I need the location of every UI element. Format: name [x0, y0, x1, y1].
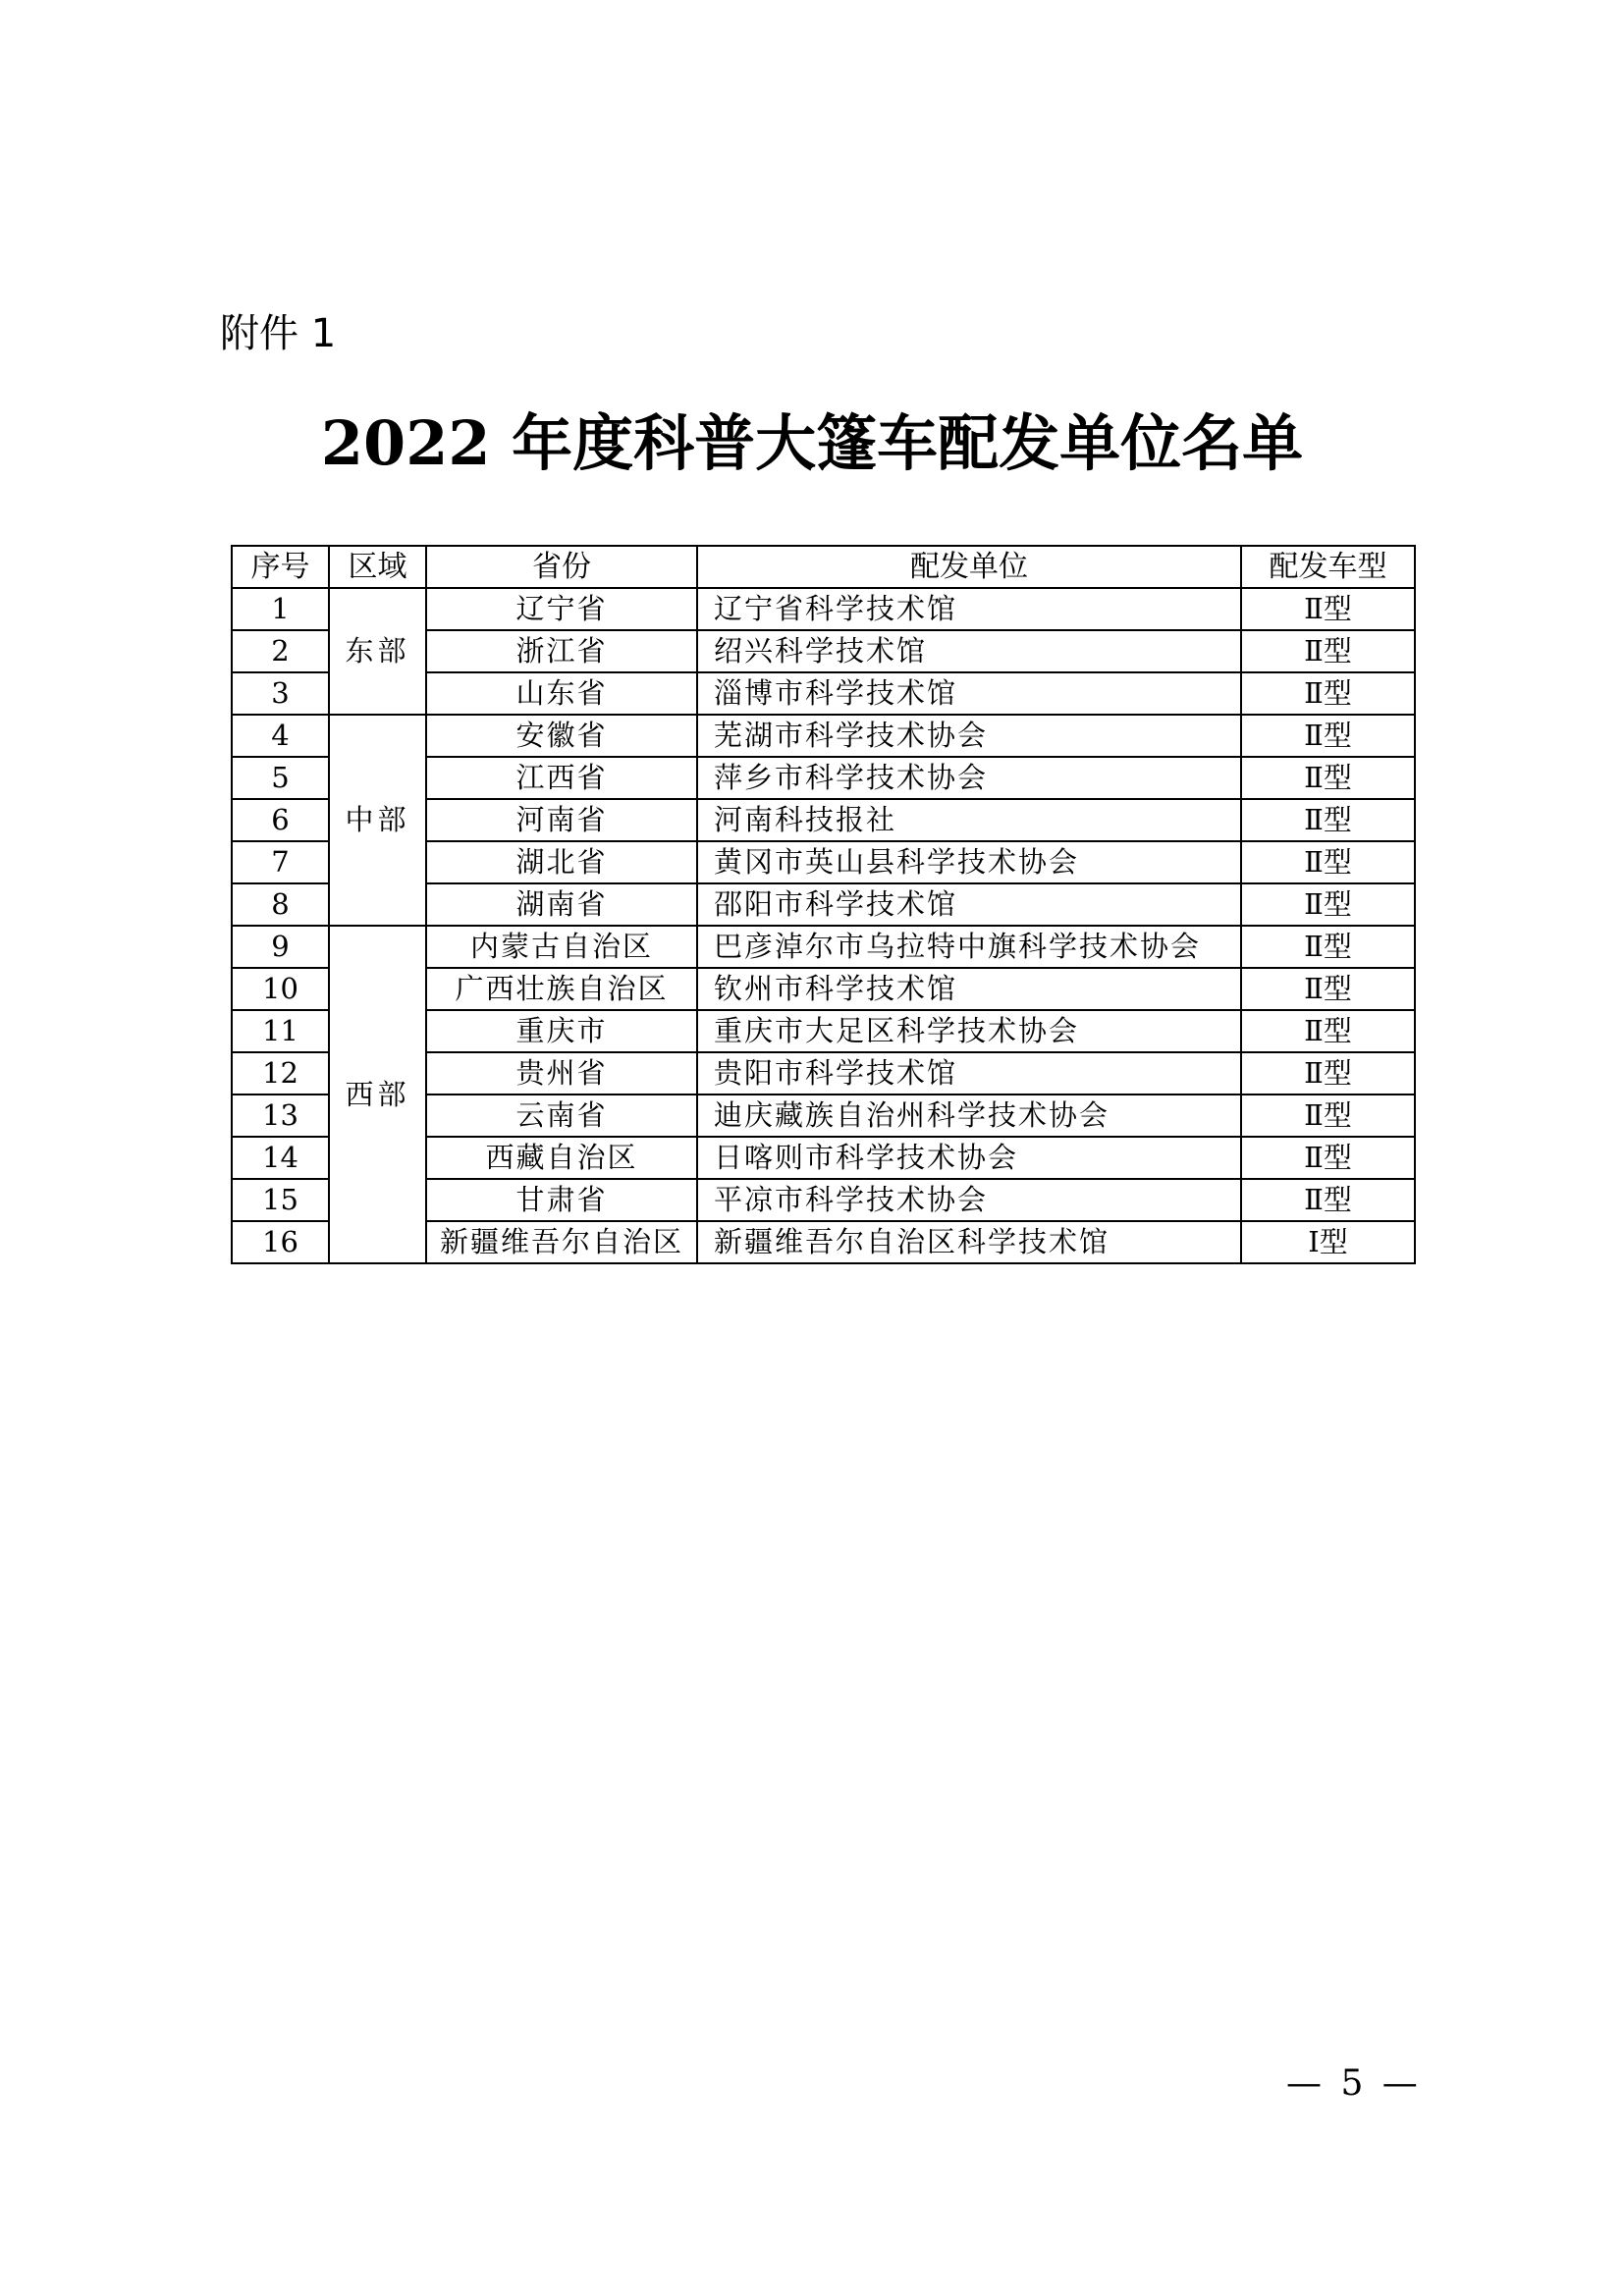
cell-unit: 黄冈市英山县科学技术协会: [697, 841, 1241, 883]
cell-seq: 16: [232, 1221, 329, 1263]
cell-region: 西部: [329, 926, 426, 1263]
cell-province: 重庆市: [426, 1010, 697, 1052]
cell-unit: 淄博市科学技术馆: [697, 672, 1241, 715]
cell-unit: 芜湖市科学技术协会: [697, 715, 1241, 757]
cell-seq: 8: [232, 883, 329, 926]
cell-unit: 平凉市科学技术协会: [697, 1179, 1241, 1221]
cell-seq: 3: [232, 672, 329, 715]
cell-vehicle-type: Ⅱ型: [1241, 926, 1415, 968]
cell-vehicle-type: Ⅱ型: [1241, 799, 1415, 841]
header-seq: 序号: [232, 546, 329, 588]
cell-vehicle-type: Ⅱ型: [1241, 883, 1415, 926]
cell-vehicle-type: Ⅱ型: [1241, 715, 1415, 757]
cell-unit: 邵阳市科学技术馆: [697, 883, 1241, 926]
cell-province: 湖南省: [426, 883, 697, 926]
cell-seq: 9: [232, 926, 329, 968]
cell-vehicle-type: Ⅱ型: [1241, 757, 1415, 799]
cell-province: 甘肃省: [426, 1179, 697, 1221]
cell-unit: 迪庆藏族自治州科学技术协会: [697, 1095, 1241, 1137]
cell-region: 中部: [329, 715, 426, 926]
cell-province: 新疆维吾尔自治区: [426, 1221, 697, 1263]
cell-vehicle-type: Ⅱ型: [1241, 672, 1415, 715]
cell-seq: 13: [232, 1095, 329, 1137]
document-title: 2022 年度科普大篷车配发单位名单: [320, 407, 1304, 479]
cell-province: 广西壮族自治区: [426, 968, 697, 1010]
cell-vehicle-type: Ⅱ型: [1241, 841, 1415, 883]
table-row: [232, 715, 1415, 757]
cell-province: 河南省: [426, 799, 697, 841]
table-header: [232, 546, 1415, 588]
cell-province: 浙江省: [426, 630, 697, 672]
cell-seq: 11: [232, 1010, 329, 1052]
cell-province: 西藏自治区: [426, 1137, 697, 1179]
cell-unit: 贵阳市科学技术馆: [697, 1052, 1241, 1095]
attachment-label: 附件 1: [220, 311, 337, 356]
cell-unit: 萍乡市科学技术协会: [697, 757, 1241, 799]
cell-seq: 6: [232, 799, 329, 841]
cell-province: 云南省: [426, 1095, 697, 1137]
cell-vehicle-type: Ⅰ型: [1241, 1221, 1415, 1263]
allocation-table: [231, 545, 1416, 1264]
header-region: 区域: [329, 546, 426, 588]
cell-province: 山东省: [426, 672, 697, 715]
page-number: — 5 —: [1286, 2063, 1422, 2104]
table-body: [232, 588, 1415, 1263]
cell-vehicle-type: Ⅱ型: [1241, 1052, 1415, 1095]
cell-province: 江西省: [426, 757, 697, 799]
cell-vehicle-type: Ⅱ型: [1241, 630, 1415, 672]
cell-seq: 10: [232, 968, 329, 1010]
cell-province: 内蒙古自治区: [426, 926, 697, 968]
cell-seq: 5: [232, 757, 329, 799]
cell-seq: 15: [232, 1179, 329, 1221]
cell-vehicle-type: Ⅱ型: [1241, 1010, 1415, 1052]
cell-province: 湖北省: [426, 841, 697, 883]
cell-unit: 重庆市大足区科学技术协会: [697, 1010, 1241, 1052]
cell-seq: 4: [232, 715, 329, 757]
cell-unit: 河南科技报社: [697, 799, 1241, 841]
table-row: [232, 588, 1415, 630]
cell-unit: 钦州市科学技术馆: [697, 968, 1241, 1010]
cell-unit: 巴彦淖尔市乌拉特中旗科学技术协会: [697, 926, 1241, 968]
cell-seq: 12: [232, 1052, 329, 1095]
table-row: [232, 926, 1415, 968]
cell-province: 辽宁省: [426, 588, 697, 630]
cell-vehicle-type: Ⅱ型: [1241, 1179, 1415, 1221]
cell-seq: 14: [232, 1137, 329, 1179]
cell-province: 贵州省: [426, 1052, 697, 1095]
cell-unit: 日喀则市科学技术协会: [697, 1137, 1241, 1179]
cell-province: 安徽省: [426, 715, 697, 757]
header-unit: 配发单位: [697, 546, 1241, 588]
cell-seq: 2: [232, 630, 329, 672]
cell-unit: 新疆维吾尔自治区科学技术馆: [697, 1221, 1241, 1263]
cell-seq: 1: [232, 588, 329, 630]
header-province: 省份: [426, 546, 697, 588]
header-vehicle-type: 配发车型: [1241, 546, 1415, 588]
header-row: [232, 546, 1415, 588]
cell-vehicle-type: Ⅱ型: [1241, 968, 1415, 1010]
cell-unit: 绍兴科学技术馆: [697, 630, 1241, 672]
cell-vehicle-type: Ⅱ型: [1241, 1095, 1415, 1137]
cell-unit: 辽宁省科学技术馆: [697, 588, 1241, 630]
cell-region: 东部: [329, 588, 426, 715]
cell-vehicle-type: Ⅱ型: [1241, 588, 1415, 630]
cell-vehicle-type: Ⅱ型: [1241, 1137, 1415, 1179]
cell-seq: 7: [232, 841, 329, 883]
